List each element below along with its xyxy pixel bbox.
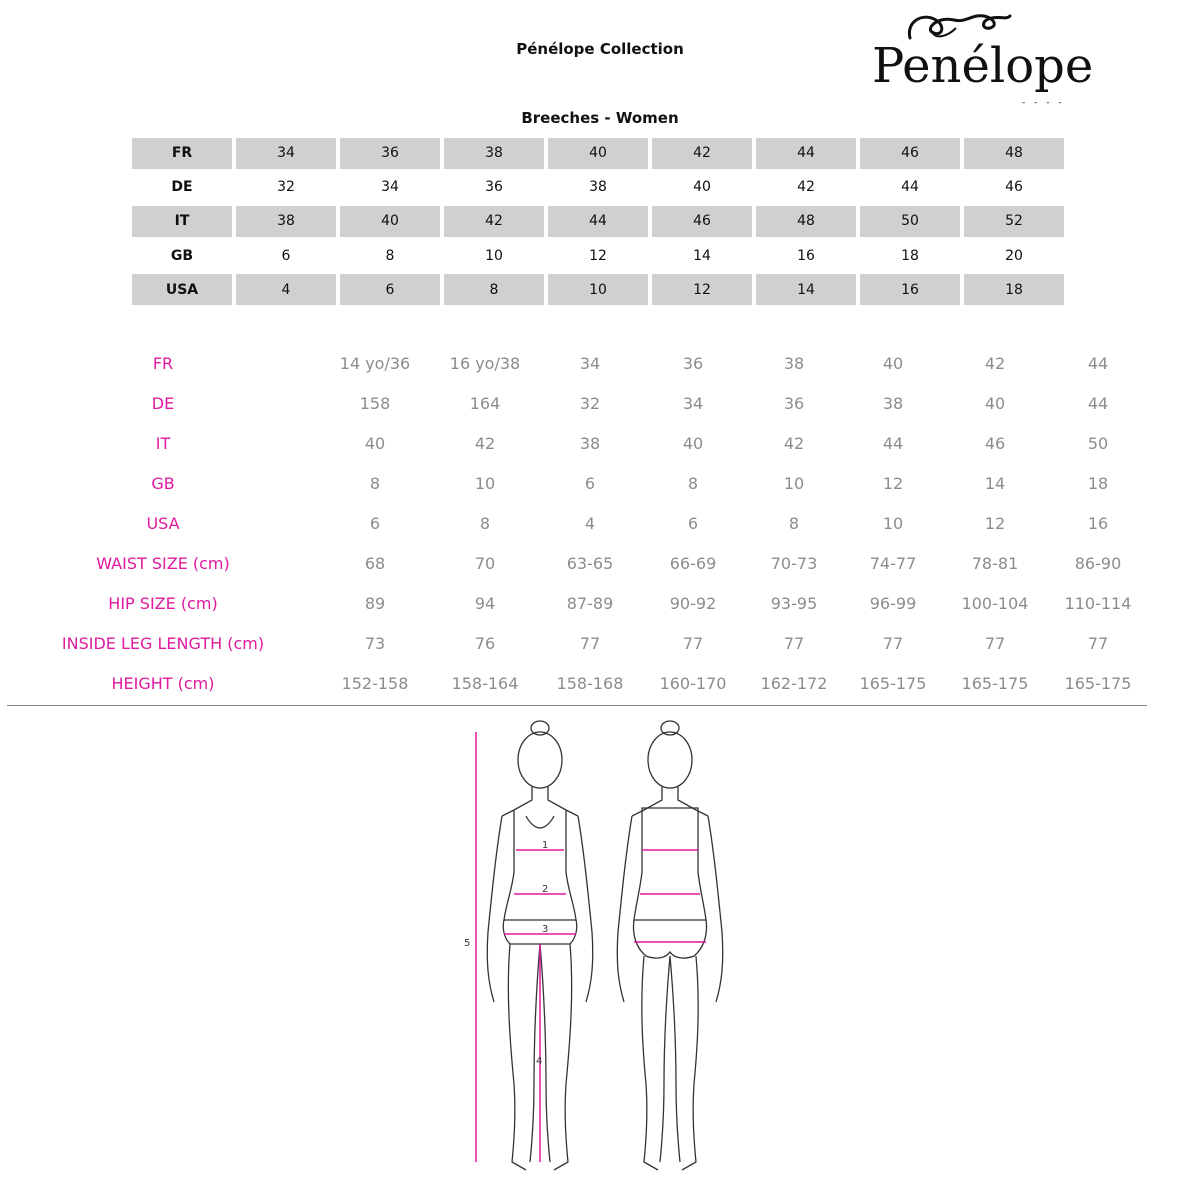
marker-5: 5 [464, 938, 471, 949]
divider [7, 705, 1147, 706]
collection-title: Pénélope Collection [516, 40, 684, 58]
measurement-value: 158 [359, 394, 391, 413]
measurement-value: 73 [364, 634, 386, 653]
measurement-value: 40 [682, 434, 704, 453]
measurement-row [0, 625, 1200, 665]
body-measurement-diagram [440, 712, 760, 1192]
measurement-value: 12 [984, 514, 1006, 533]
size-row-de [132, 170, 1068, 204]
measurement-value: 96-99 [869, 594, 917, 613]
measurement-value: 76 [474, 634, 496, 653]
measurement-value: 44 [1087, 394, 1109, 413]
marker-4: 4 [536, 1056, 543, 1067]
measurement-value: 152-158 [341, 674, 409, 693]
measurement-value: 94 [474, 594, 496, 613]
size-cell: 52 [964, 206, 1064, 237]
size-row-fr [132, 136, 1068, 170]
size-cell: 42 [652, 138, 752, 169]
measurement-row [0, 425, 1200, 465]
measurement-value: 70 [474, 554, 496, 573]
measurement-value: 10 [474, 474, 496, 493]
measurement-value: 38 [579, 434, 601, 453]
size-cell: 44 [901, 179, 919, 196]
size-cell: 10 [485, 247, 503, 264]
measurement-value: 4 [584, 514, 596, 533]
measurement-value: 158-168 [556, 674, 624, 693]
measurement-value: 32 [579, 394, 601, 413]
size-cell: 38 [589, 179, 607, 196]
size-cell: 42 [797, 179, 815, 196]
size-cell: 40 [340, 206, 440, 237]
measurement-value: 36 [682, 354, 704, 373]
measurement-value: 158-164 [451, 674, 519, 693]
size-cell: 46 [1005, 179, 1023, 196]
size-cell: 40 [548, 138, 648, 169]
marker-1: 1 [542, 840, 549, 851]
measurement-value: 14 [984, 474, 1006, 493]
measurement-value: 77 [984, 634, 1006, 653]
size-cell: 48 [964, 138, 1064, 169]
measurement-value: 87-89 [566, 594, 614, 613]
measurement-value: 74-77 [869, 554, 917, 573]
measurement-value: 165-175 [961, 674, 1029, 693]
size-cell: 50 [860, 206, 960, 237]
measurement-table [0, 345, 1200, 705]
measurement-row [0, 585, 1200, 625]
size-cell: 40 [693, 179, 711, 196]
size-cell: 36 [485, 179, 503, 196]
measurement-row [0, 505, 1200, 545]
size-cell: 18 [901, 247, 919, 264]
measurement-value: 10 [783, 474, 805, 493]
measurement-row [0, 465, 1200, 505]
size-cell: 4 [236, 274, 336, 305]
measurement-value: 86-90 [1074, 554, 1122, 573]
size-cell: 48 [756, 206, 856, 237]
size-row-it [132, 204, 1068, 238]
size-row-label: IT [132, 206, 232, 237]
measurement-value: 63-65 [566, 554, 614, 573]
size-row-label: DE [171, 179, 193, 196]
size-cell: 34 [381, 179, 399, 196]
size-cell: 46 [652, 206, 752, 237]
measurement-value: 38 [882, 394, 904, 413]
measurement-value: 77 [882, 634, 904, 653]
measurement-value: 16 [1087, 514, 1109, 533]
measurement-value: 8 [479, 514, 491, 533]
measurement-row [0, 665, 1200, 705]
measurement-value: 50 [1087, 434, 1109, 453]
measurement-value: 18 [1087, 474, 1109, 493]
measurement-value: 36 [783, 394, 805, 413]
measurement-value: 10 [882, 514, 904, 533]
measurement-value: 8 [687, 474, 699, 493]
size-cell: 6 [281, 247, 291, 264]
measurement-label: HIP SIZE (cm) [108, 594, 218, 613]
measurement-label: WAIST SIZE (cm) [96, 554, 230, 573]
size-cell: 10 [548, 274, 648, 305]
measurement-value: 12 [882, 474, 904, 493]
size-cell: 12 [652, 274, 752, 305]
measurement-value: 77 [579, 634, 601, 653]
measurement-label: DE [151, 394, 175, 413]
measurement-value: 78-81 [971, 554, 1019, 573]
measurement-value: 110-114 [1064, 594, 1132, 613]
size-cell: 34 [236, 138, 336, 169]
measurement-label: IT [155, 434, 171, 453]
measurement-value: 70-73 [770, 554, 818, 573]
measurement-row [0, 345, 1200, 385]
size-cell: 38 [236, 206, 336, 237]
body-figures-illustration [440, 712, 760, 1192]
measurement-value: 44 [882, 434, 904, 453]
marker-3: 3 [542, 924, 549, 935]
size-row-usa [132, 273, 1068, 307]
measurement-value: 77 [783, 634, 805, 653]
size-cell: 16 [860, 274, 960, 305]
size-row-label: GB [170, 247, 194, 264]
measurement-value: 40 [984, 394, 1006, 413]
measurement-value: 16 yo/38 [449, 354, 521, 373]
size-cell: 20 [1005, 247, 1023, 264]
size-conversion-table [132, 136, 1068, 307]
measurement-value: 164 [469, 394, 501, 413]
measurement-value: 6 [584, 474, 596, 493]
measurement-value: 165-175 [859, 674, 927, 693]
measurement-value: 40 [364, 434, 386, 453]
measurement-value: 42 [474, 434, 496, 453]
measurement-label: USA [146, 514, 180, 533]
measurement-value: 100-104 [961, 594, 1029, 613]
size-cell: 14 [693, 247, 711, 264]
size-cell: 44 [548, 206, 648, 237]
size-cell: 6 [340, 274, 440, 305]
measurement-value: 162-172 [760, 674, 828, 693]
measurement-value: 93-95 [770, 594, 818, 613]
logo-underline: - - - - [1022, 98, 1065, 108]
size-row-label: USA [132, 274, 232, 305]
brand-logo [872, 10, 1094, 108]
measurement-value: 89 [364, 594, 386, 613]
marker-2: 2 [542, 884, 549, 895]
size-cell: 36 [340, 138, 440, 169]
size-cell: 46 [860, 138, 960, 169]
measurement-label: HEIGHT (cm) [111, 674, 215, 693]
measurement-label: FR [152, 354, 174, 373]
measurement-label: GB [151, 474, 175, 493]
size-cell: 16 [797, 247, 815, 264]
size-cell: 8 [444, 274, 544, 305]
measurement-value: 34 [579, 354, 601, 373]
size-row-label: FR [132, 138, 232, 169]
measurement-value: 90-92 [669, 594, 717, 613]
measurement-value: 66-69 [669, 554, 717, 573]
measurement-value: 77 [682, 634, 704, 653]
measurement-value: 6 [369, 514, 381, 533]
measurement-value: 77 [1087, 634, 1109, 653]
measurement-value: 46 [984, 434, 1006, 453]
measurement-value: 68 [364, 554, 386, 573]
measurement-row [0, 545, 1200, 585]
measurement-value: 8 [369, 474, 381, 493]
size-cell: 32 [277, 179, 295, 196]
measurement-row [0, 385, 1200, 425]
measurement-value: 42 [984, 354, 1006, 373]
measurement-value: 34 [682, 394, 704, 413]
measurement-value: 14 yo/36 [339, 354, 411, 373]
size-row-gb [132, 239, 1068, 273]
measurement-label: INSIDE LEG LENGTH (cm) [61, 634, 265, 653]
measurement-value: 6 [687, 514, 699, 533]
measurement-value: 165-175 [1064, 674, 1132, 693]
size-cell: 42 [444, 206, 544, 237]
measurement-value: 40 [882, 354, 904, 373]
size-cell: 38 [444, 138, 544, 169]
size-cell: 14 [756, 274, 856, 305]
size-cell: 44 [756, 138, 856, 169]
size-cell: 18 [964, 274, 1064, 305]
logo-wordmark: Penélope [872, 38, 1094, 94]
size-cell: 8 [385, 247, 395, 264]
measurement-value: 160-170 [659, 674, 727, 693]
section-title: Breeches - Women [521, 109, 679, 127]
measurement-value: 8 [788, 514, 800, 533]
measurement-value: 38 [783, 354, 805, 373]
size-cell: 12 [589, 247, 607, 264]
measurement-value: 42 [783, 434, 805, 453]
measurement-value: 44 [1087, 354, 1109, 373]
